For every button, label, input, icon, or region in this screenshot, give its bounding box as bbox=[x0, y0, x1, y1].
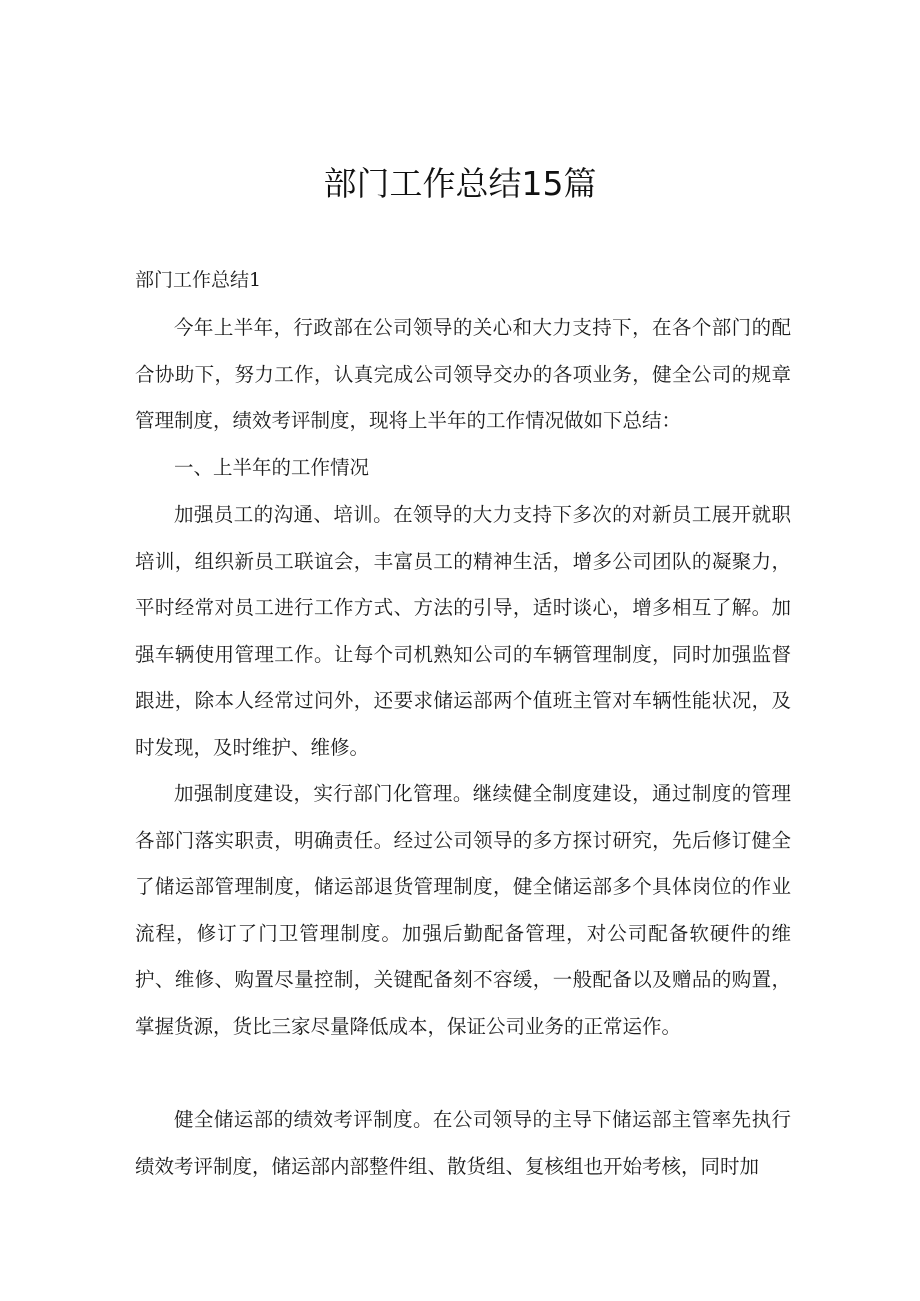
document-title: 部门工作总结15篇 bbox=[323, 164, 597, 203]
paragraph-system-building: 加强制度建设，实行部门化管理。继续健全制度建设，通过制度的管理各部门落实职责，明确责任。经过公司领导的多方探讨研究，先后修订健全了储运部管理制度，储运部退货管理制度，健全储运部多个具体岗位的作业流程，修订了门卫管理制度。加强后勤配备管理，对公司配备软硬件的维护、维修、购置尽量控制，关键配备刻不容缓，一般配备以及赠品的购置，掌握货源，货比三家尽量降低成本，保证公司业务的正常运作。 bbox=[135, 782, 791, 1038]
paragraph-performance-review: 健全储运部的绩效考评制度。在公司领导的主导下储运部主管率先执行绩效考评制度，储运部内部整件组、散货组、复核组也开始考核，同时加 bbox=[135, 1108, 791, 1178]
subheading-first-half-work: 一、上半年的工作情况 bbox=[174, 456, 370, 479]
paragraph-intro: 今年上半年，行政部在公司领导的关心和大力支持下，在各个部门的配合协助下，努力工作，认真完成公司领导交办的各项业务，健全公司的规章管理制度，绩效考评制度，现将上半年的工作情况做如下总结： bbox=[135, 316, 791, 432]
section-heading: 部门工作总结1 bbox=[135, 269, 262, 291]
paragraph-staff-training: 加强员工的沟通、培训。在领导的大力支持下多次的对新员工展开就职培训，组织新员工联谊会，丰富员工的精神生活，增多公司团队的凝聚力，平时经常对员工进行工作方式、方法的引导，适时谈心，增多相互了解。加强车辆使用管理工作。让每个司机熟知公司的车辆管理制度，同时加强监督跟进，除本人经常过问外，还要求储运部两个值班主管对车辆性能状况，及时发现，及时维护、维修。 bbox=[135, 503, 791, 759]
